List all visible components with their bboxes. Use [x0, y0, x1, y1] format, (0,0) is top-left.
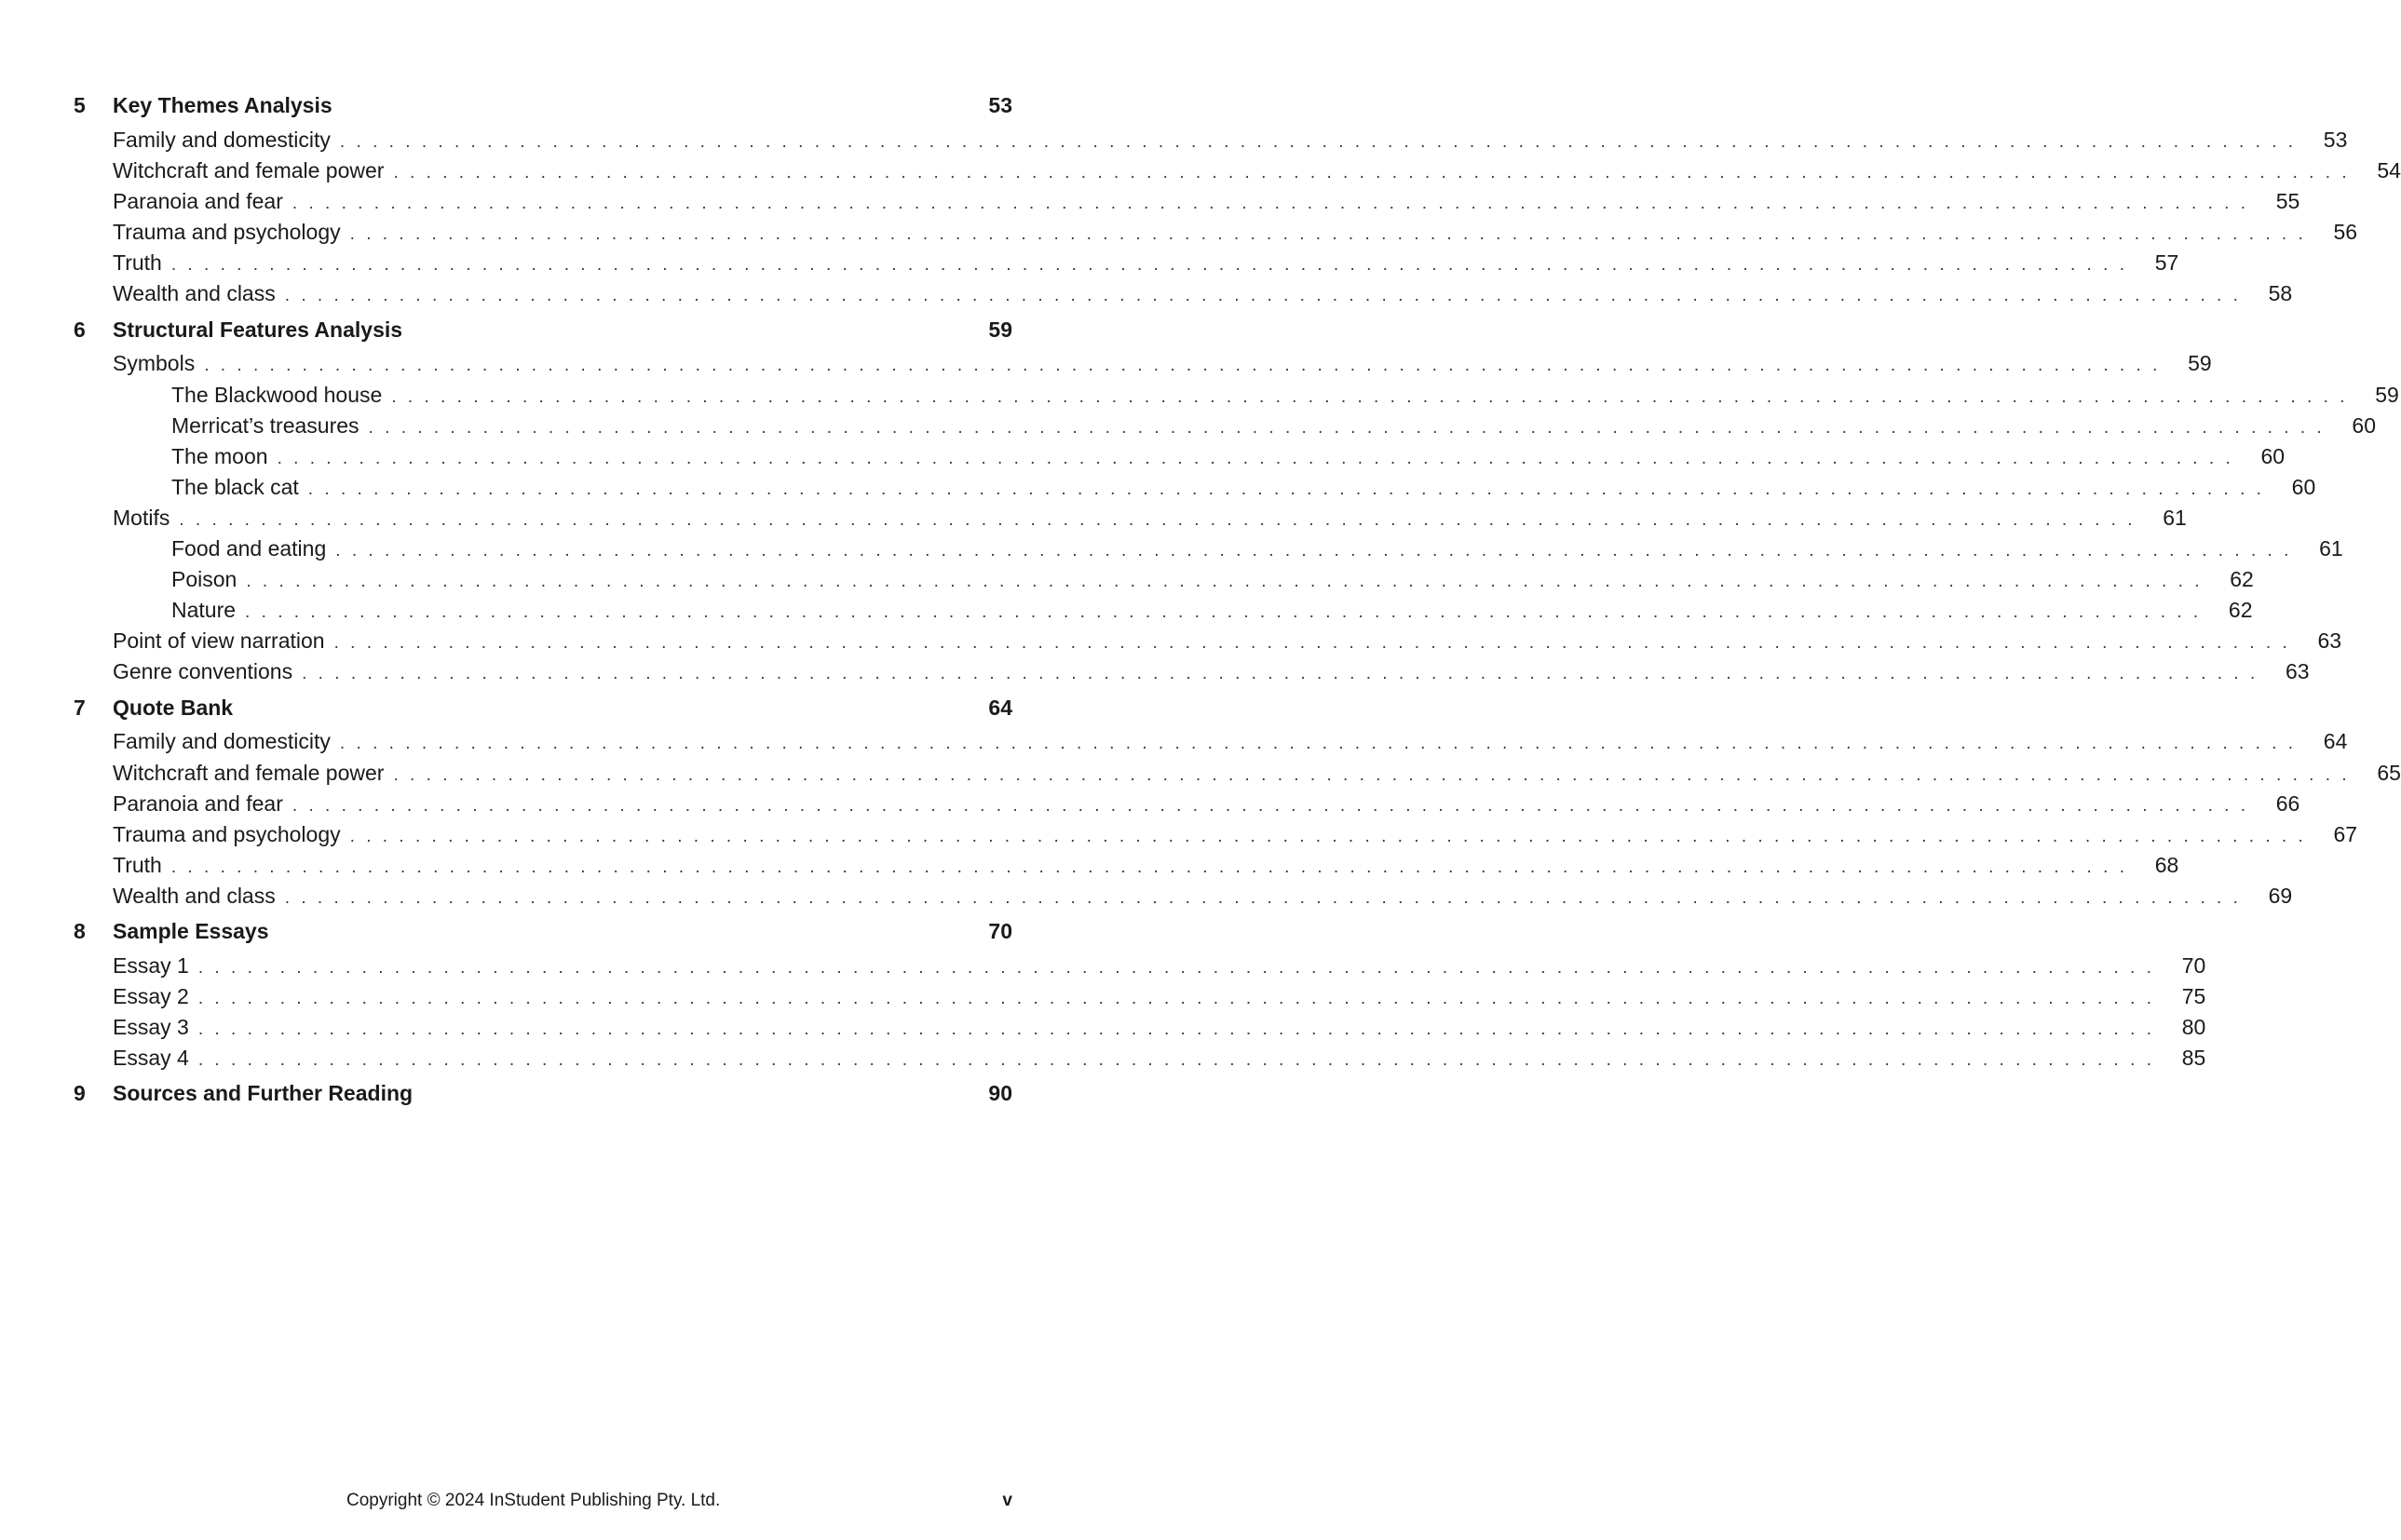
entry-title: Paranoia and fear — [113, 790, 283, 816]
entry-title: Essay 2 — [113, 984, 189, 1008]
entry-page-number: 60 — [2291, 474, 2316, 499]
dot-leader: ........................................................................................................................ — [307, 479, 2273, 499]
dot-leader: ........................................................................................................................ — [349, 826, 2315, 846]
toc-entry — [171, 594, 2253, 626]
toc-entry — [113, 502, 2187, 534]
entry-page-number: 57 — [2154, 250, 2179, 276]
dot-leader: ........................................................................................................................ — [368, 417, 2333, 438]
dot-leader: ........................................................................................................................ — [349, 224, 2315, 245]
dot-leader: ........................................................................................................................ — [170, 255, 2136, 276]
dot-leader: ........................................................................................................................ — [393, 764, 2358, 785]
chapter-number: 5 — [74, 93, 86, 117]
toc-entry — [113, 1042, 2206, 1074]
entry-title: Wealth and class — [113, 281, 276, 306]
chapter-number: 7 — [74, 695, 86, 720]
chapter-page-number: 64 — [988, 695, 1012, 720]
entry-title: Essay 1 — [113, 952, 189, 978]
chapter-title: Sample Essays — [113, 919, 269, 943]
chapter-number: 8 — [74, 919, 86, 943]
dot-leader: ........................................................................................................................ — [333, 633, 2299, 654]
toc-entry — [113, 625, 2342, 656]
entry-title: Witchcraft and female power — [113, 158, 385, 182]
toc-entry — [113, 216, 2358, 248]
toc-entry — [171, 471, 2316, 503]
entry-title: Witchcraft and female power — [113, 760, 385, 785]
entry-page-number: 60 — [2260, 443, 2286, 468]
page-footer — [0, 1487, 1086, 1515]
entry-page-number: 63 — [2285, 659, 2310, 684]
toc-entry — [113, 950, 2206, 981]
dot-leader: ........................................................................................................................ — [339, 131, 2305, 152]
entry-page-number: 61 — [2163, 505, 2187, 530]
dot-leader: ........................................................................................................................ — [179, 509, 2144, 530]
toc-entry — [113, 155, 2401, 186]
entry-page-number: 61 — [2319, 536, 2343, 561]
dot-leader: ........................................................................................................................ — [391, 386, 2356, 407]
dot-leader: ........................................................................................................................ — [245, 602, 2210, 623]
entry-page-number: 70 — [2181, 952, 2206, 978]
entry-page-number: 54 — [2377, 158, 2401, 182]
dot-leader: ........................................................................................................................ — [302, 664, 2267, 684]
entry-title: Wealth and class — [113, 883, 276, 908]
entry-page-number: 68 — [2154, 852, 2179, 877]
entry-title: Family and domesticity — [113, 127, 331, 152]
entry-page-number: 66 — [2275, 790, 2300, 816]
entry-page-number: 59 — [2375, 382, 2399, 407]
toc-entry — [113, 880, 2293, 912]
toc-entry — [113, 655, 2310, 687]
entry-title: Merricat’s treasures — [171, 412, 359, 438]
entry-title: Genre conventions — [113, 659, 293, 684]
chapter-title: Quote Bank — [113, 695, 234, 720]
chapter-page-number: 90 — [988, 1081, 1012, 1106]
dot-leader: ........................................................................................................................ — [292, 194, 2258, 214]
toc-entry — [171, 440, 2286, 472]
entry-title: Poison — [171, 567, 237, 592]
chapter-page-number: 70 — [988, 919, 1012, 943]
toc-entry — [113, 757, 2401, 789]
toc-entry — [171, 533, 2343, 564]
toc-entry — [113, 725, 2348, 757]
entry-page-number: 58 — [2268, 281, 2293, 306]
entry-title: Symbols — [113, 351, 196, 376]
entry-title: Trauma and psychology — [113, 220, 341, 245]
entry-title: Essay 4 — [113, 1046, 189, 1071]
page-number: v — [1002, 1491, 1012, 1510]
copyright-notice: Copyright © 2024 InStudent Publishing Pty. Ltd. — [346, 1491, 721, 1510]
entry-title: Nature — [171, 598, 237, 623]
entry-title: Truth — [113, 250, 162, 276]
dot-leader: ........................................................................................................................ — [277, 448, 2243, 468]
entry-page-number: 59 — [2188, 351, 2212, 376]
toc-chapter — [0, 314, 1086, 345]
dot-leader: ........................................................................................................................ — [197, 1020, 2164, 1040]
toc-entry — [171, 410, 2376, 441]
entry-title: Essay 3 — [113, 1015, 189, 1040]
entry-title: Paranoia and fear — [113, 189, 283, 214]
entry-page-number: 80 — [2181, 1015, 2206, 1040]
toc-entry — [113, 185, 2300, 217]
dot-leader: ........................................................................................................................ — [335, 541, 2300, 561]
toc-entry — [113, 980, 2206, 1012]
entry-page-number: 53 — [2323, 127, 2348, 152]
dot-leader: ........................................................................................................................ — [204, 356, 2169, 376]
entry-title: Food and eating — [171, 536, 327, 561]
toc-entry — [113, 1011, 2206, 1043]
entry-page-number: 56 — [2333, 220, 2358, 245]
entry-title: Motifs — [113, 505, 170, 530]
entry-title: Point of view narration — [113, 628, 325, 654]
dot-leader: ........................................................................................................................ — [284, 286, 2250, 306]
dot-leader: ........................................................................................................................ — [292, 795, 2258, 816]
chapter-title: Structural Features Analysis — [113, 317, 403, 342]
entry-page-number: 69 — [2268, 883, 2293, 908]
toc-entry — [113, 849, 2179, 881]
entry-page-number: 67 — [2333, 821, 2358, 846]
entry-page-number: 60 — [2352, 412, 2376, 438]
entry-page-number: 62 — [2228, 598, 2253, 623]
entry-page-number: 75 — [2181, 984, 2206, 1008]
entry-page-number: 63 — [2317, 628, 2342, 654]
entry-title: Family and domesticity — [113, 729, 331, 754]
toc-entry — [171, 563, 2254, 595]
chapter-title: Key Themes Analysis — [113, 93, 332, 117]
chapter-number: 6 — [74, 317, 86, 342]
chapter-page-number: 53 — [988, 93, 1012, 117]
entry-title: Trauma and psychology — [113, 821, 341, 846]
dot-leader: ........................................................................................................................ — [197, 957, 2164, 978]
toc-entry — [113, 788, 2300, 819]
entry-title: The Blackwood house — [171, 382, 383, 407]
dot-leader: ........................................................................................................................ — [393, 163, 2358, 182]
chapter-title: Sources and Further Reading — [113, 1081, 414, 1106]
toc-chapter — [0, 915, 1086, 947]
entry-page-number: 64 — [2323, 729, 2348, 754]
entry-page-number: 55 — [2275, 189, 2300, 214]
dot-leader: ........................................................................................................................ — [197, 1050, 2164, 1071]
toc-chapter — [0, 89, 1086, 121]
dot-leader: ........................................................................................................................ — [170, 857, 2136, 877]
toc-entry — [113, 347, 2212, 379]
toc-entry — [113, 818, 2358, 850]
chapter-page-number: 59 — [988, 317, 1012, 342]
toc-entry — [113, 277, 2293, 309]
toc-entry — [113, 124, 2348, 155]
entry-title: The moon — [171, 443, 268, 468]
toc-entry — [113, 247, 2179, 278]
toc-chapter — [0, 692, 1086, 723]
dot-leader: ........................................................................................................................ — [246, 572, 2211, 592]
entry-title: Truth — [113, 852, 162, 877]
entry-page-number: 65 — [2377, 760, 2401, 785]
dot-leader: ........................................................................................................................ — [339, 734, 2305, 754]
chapter-number: 9 — [74, 1081, 86, 1106]
entry-title: The black cat — [171, 474, 299, 499]
toc-entry — [171, 379, 2399, 411]
entry-page-number: 62 — [2230, 567, 2254, 592]
toc-chapter — [0, 1077, 1086, 1109]
dot-leader: ........................................................................................................................ — [284, 887, 2250, 908]
entry-page-number: 85 — [2181, 1046, 2206, 1071]
dot-leader: ........................................................................................................................ — [197, 989, 2164, 1008]
